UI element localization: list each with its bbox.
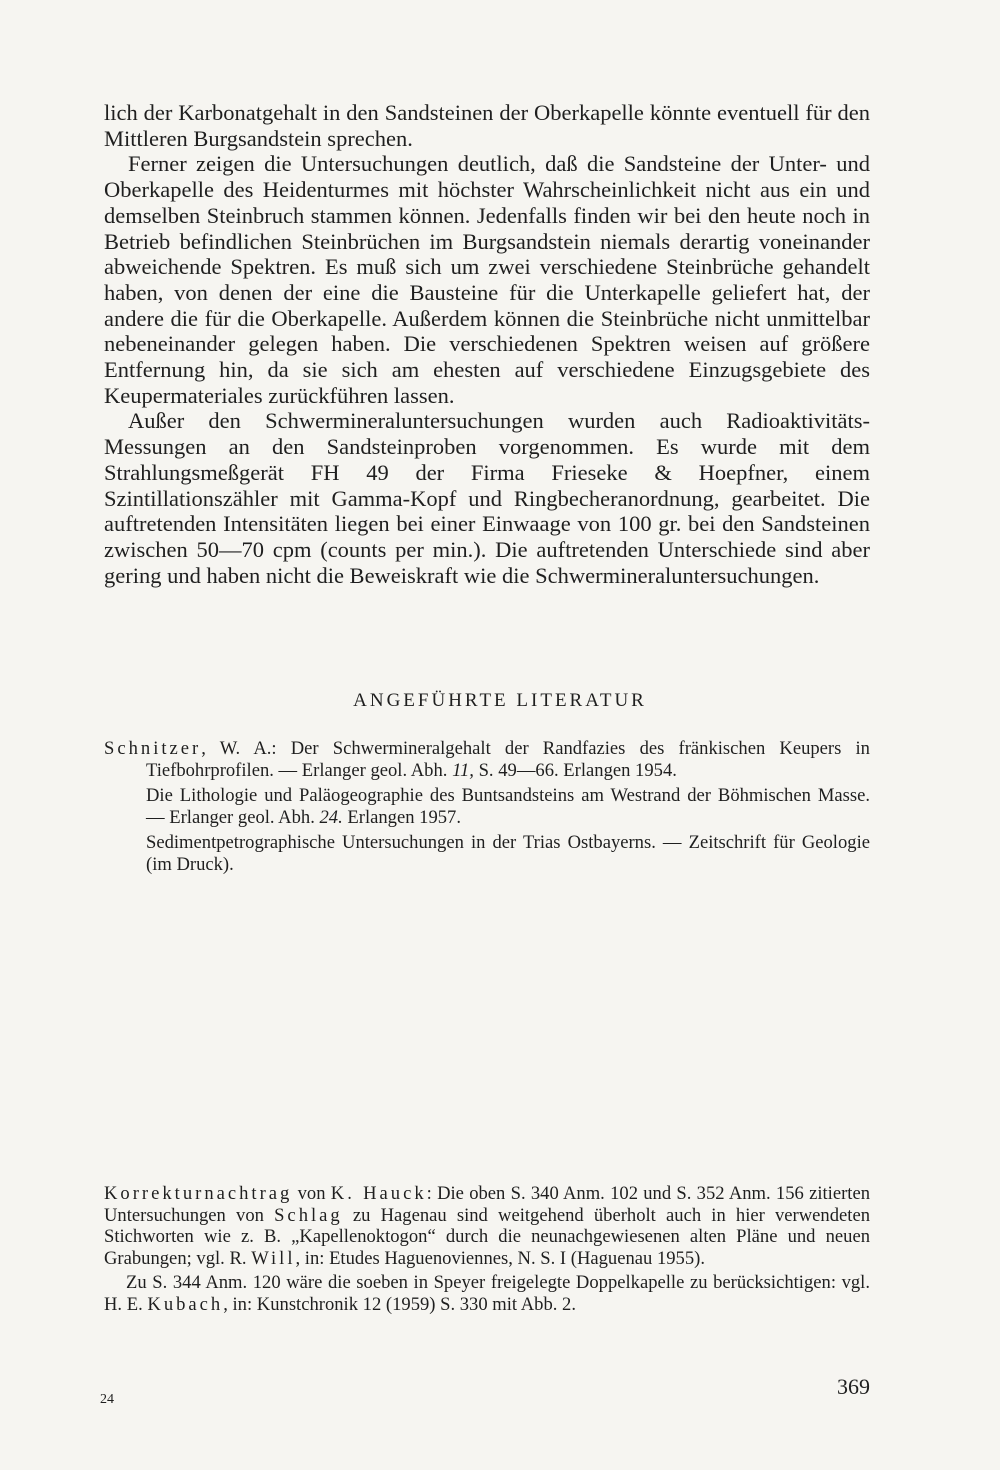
reference-volume: 11,: [452, 759, 474, 781]
body-text: [104, 100, 870, 588]
note-text: , in: Etudes Haguenoviennes, N. S. I (Haguenau 1955).: [295, 1247, 705, 1269]
paragraph: Ferner zeigen die Untersuchungen deutlich, daß die Sandsteine der Unter- und Oberkapelle des Heidenturmes mit höchster Wahrscheinlichkeit nicht aus ein und demselben Steinbruch stammen können. Jedenfalls finden wir bei den heute noch in Betrieb befindlichen Steinbrüchen im Burgsandstein niemals derartig voneinander abweichende Spektren. Es muß sich um zwei verschiedene Steinbrüche gehandelt haben, von denen der eine die Bausteine für die Unterkapelle geliefert hat, der andere die für die Oberkapelle. Außerdem können die Steinbrüche nicht unmittelbar nebeneinander gelegen haben. Die verschiedenen Spektren weisen auf größere Entfernung hin, da sie sich am ehesten auf verschiedene Einzugsgebiete des Keupermateriales zurückführen lassen.: [104, 151, 870, 408]
reference-text: Sedimentpetrographische Untersuchungen in der Trias Ostbayerns. — Zeitschrift für Geologie (im Druck).: [146, 832, 870, 875]
reference-author: Schnitzer: [104, 738, 202, 759]
reference-author-initials: , W. A.:: [201, 738, 277, 759]
signature-mark: 24: [100, 1392, 114, 1407]
reference-text: S. 49—66. Erlangen 1954.: [473, 759, 677, 781]
note-name: Schlag: [274, 1204, 343, 1226]
note-name: Kubach: [147, 1293, 224, 1315]
note-name: Will: [251, 1247, 296, 1269]
reference-item: [104, 832, 870, 875]
note-text: Zu S. 344 Anm. 120 wäre die soeben in Speyer freigelegte Doppelkapelle zu berücksichtigen: vgl. H. E.: [104, 1272, 870, 1315]
note-paragraph: [104, 1183, 870, 1269]
reference-list: [104, 738, 870, 879]
page-number: 369: [837, 1374, 870, 1399]
reference-text: Die Lithologie und Paläogeographie des Buntsandsteins am Westrand der Böhmischen Masse. — Erlanger geol. Abh.: [146, 785, 870, 828]
note-text: : Die oben S. 340 Anm. 102 und S. 352 Anm. 156 zitierten Untersuchungen von: [104, 1183, 870, 1226]
paragraph: lich der Karbonatgehalt in den Sandsteinen der Oberkapelle könnte eventuell für den Mittleren Burgsandstein sprechen.: [104, 100, 870, 151]
reference-item: [104, 785, 870, 828]
reference-text: Erlangen 1957.: [342, 806, 461, 828]
note-author: K. Hauck: [330, 1183, 427, 1204]
paragraph: Außer den Schwermineraluntersuchungen wurden auch Radioaktivitäts-Messungen an den Sandsteinproben vorgenommen. Es wurde mit dem Strahlungsmeßgerät FH 49 der Firma Frieseke & Hoepfner, einem Szintillationszähler mit Gamma-Kopf und Ringbecheranordnung, gearbeitet. Die auftretenden Intensitäten liegen bei einer Einwaage von 100 gr. bei den Sandsteinen zwischen 50—70 cpm (counts per min.). Die auftretenden Unterschiede sind aber gering und haben nicht die Beweiskraft wie die Schwermineraluntersuchungen.: [104, 408, 870, 588]
reference-text: Der Schwermineralgehalt der Randfazies des fränkischen Keupers in Tiefbohrprofilen. — Erlanger geol. Abh.: [146, 738, 870, 781]
note-label: Korrekturnachtrag: [104, 1183, 293, 1204]
note-paragraph: [104, 1272, 870, 1315]
correction-note: [104, 1183, 870, 1315]
note-text: zu Hagenau sind weitgehend überholt auch in hier verwendeten Stichworten wie z. B. „Kapellenoktogon“ durch die neunachgewiesenen alten Pläne und neuen Grabungen; vgl. R.: [104, 1204, 870, 1269]
note-text: , in: Kunstchronik 12 (1959) S. 330 mit Abb. 2.: [223, 1293, 576, 1315]
note-text: von: [292, 1183, 331, 1204]
reference-volume: 24.: [319, 806, 343, 828]
literature-heading: ANGEFÜHRTE LITERATUR: [353, 690, 647, 711]
reference-item: [104, 738, 870, 781]
